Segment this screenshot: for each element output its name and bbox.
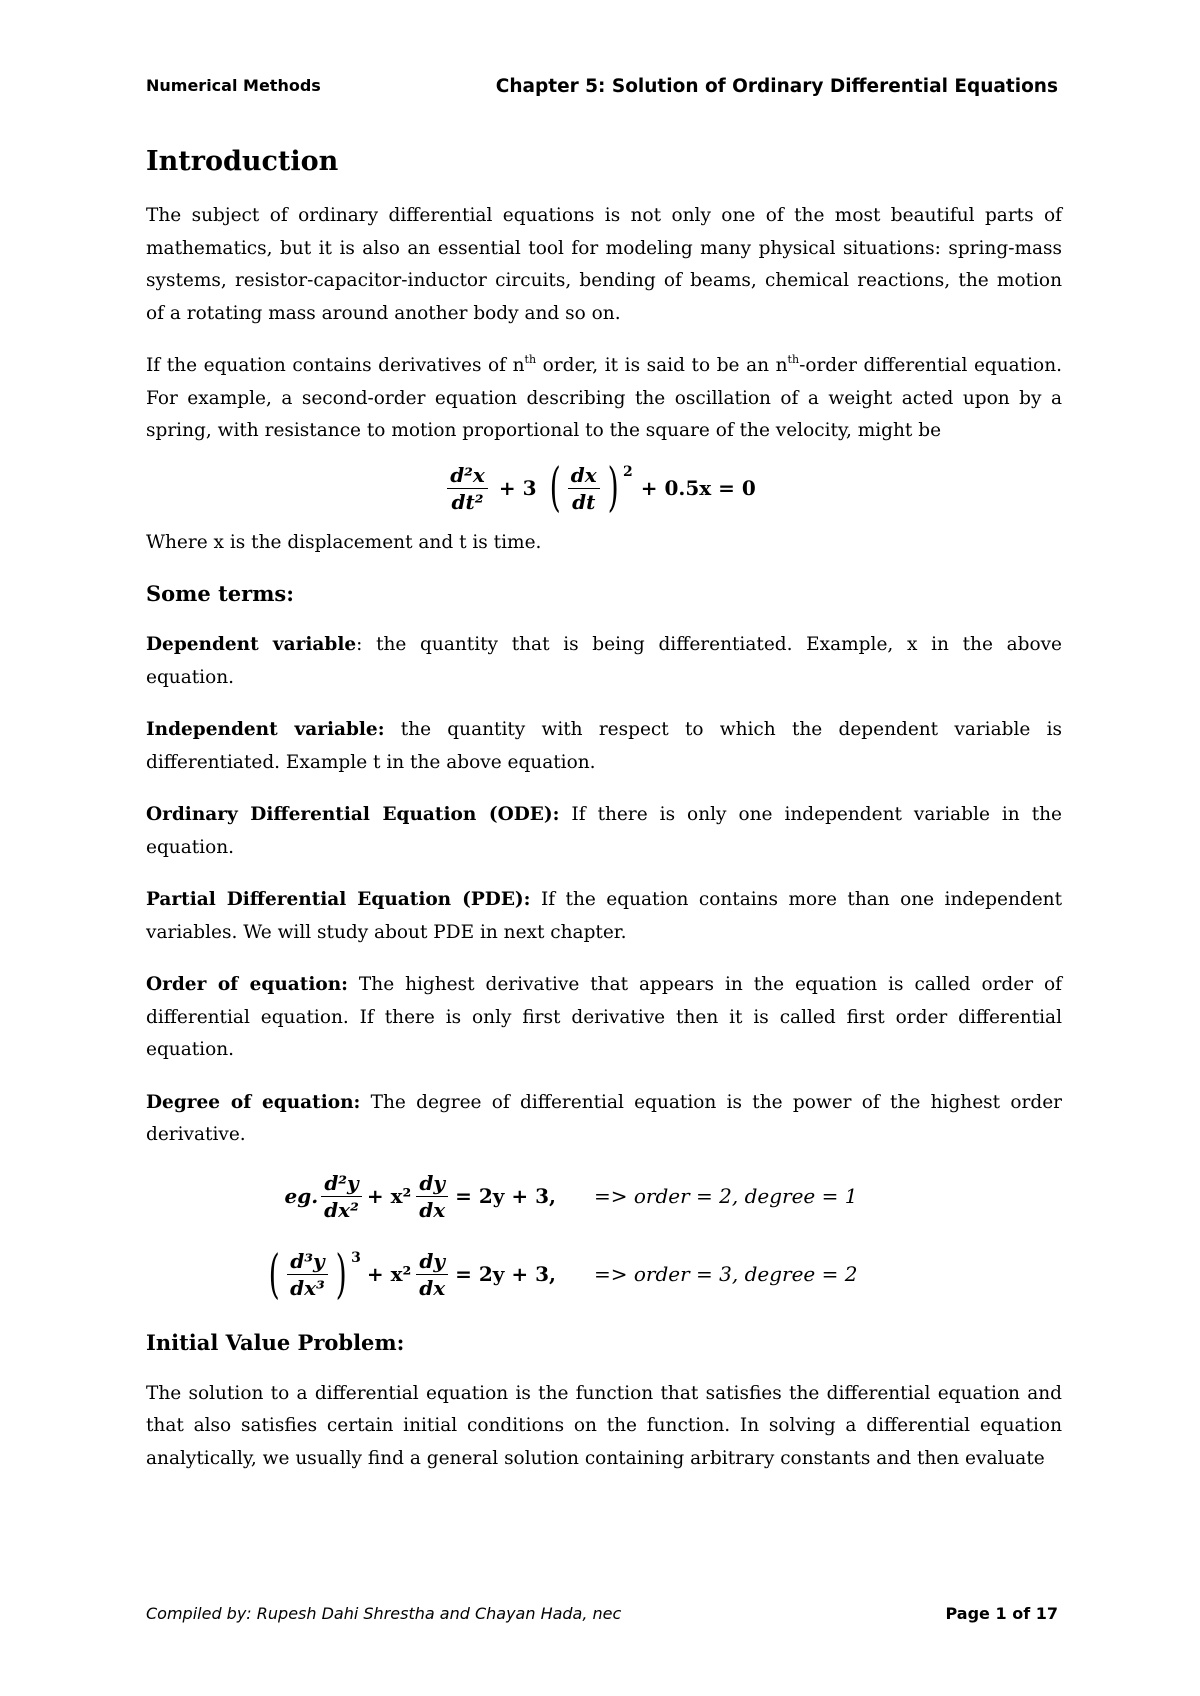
intro-paragraph-2: If the equation contains derivatives of $n^{th}$ order, it is said to be an $n^{th}$-order differential equation. For example, a second-order equation describing the oscillation of a weight acted upon by a spring, with resistance to motion proportional to the square of the velocity, might be — [146, 353, 1062, 441]
term-order: Order of equation: The highest derivative that appears in the equation is called order of differential equation. If there is only first derivative then it is called first order differential equation. — [146, 974, 1062, 1060]
section-heading-initial-value-problem: Initial Value Problem: — [146, 1329, 405, 1355]
intro-paragraph-3: Where x is the displacement and t is time. — [146, 531, 542, 553]
example-row-1: eg. $\frac{\text{d²y}}{\text{dx²}}$ + x² $\frac{dy}{dx}$ = 2y + 3, => order = 2, degree = 1 — [284, 1171, 858, 1222]
section-heading-some-terms: Some terms: — [146, 581, 294, 606]
order-degree-examples — [146, 1158, 1062, 1314]
term-independent-variable: Independent variable: the quantity with respect to which the dependent variable is differentiated. Example t in the above equation. — [146, 719, 1062, 773]
document-body — [146, 144, 1062, 1495]
left-paren: ( — [549, 458, 561, 518]
term-pde: Partial Differential Equation (PDE): If the equation contains more than one independent variables. We will study about PDE in next chapter. — [146, 889, 1063, 943]
section-heading-introduction: Introduction — [146, 146, 339, 177]
footer-page-number: Page 1 of 17 — [945, 1604, 1058, 1623]
term-degree: Degree of equation: The degree of differential equation is the power of the highest order derivative. — [146, 1091, 1062, 1145]
fraction-d2x-dt2: $\frac{\text{d²x}}{\text{dt²}}$ — [447, 462, 488, 515]
intro-paragraph-1: The subject of ordinary differential equations is not only one of the most beautiful parts of mathematics, but it is also an essential tool for modeling many physical situations: spring-mass systems, resistor-capacitor-inductor circuits, bending of beams, chemical reactions, the motion of a rotating mass around another body and so on. — [146, 205, 1062, 324]
header-course-title: Numerical Methods — [146, 76, 321, 95]
example-row-2: ( $\frac{\text{d³y}}{\text{dx³}}$ ) 3 + x² $\frac{dy}{dx}$ = 2y + 3, => order = 3, degree = 2 — [268, 1244, 858, 1305]
term-ode: Ordinary Differential Equation (ODE): If there is only one independent variable in the equation. — [146, 804, 1062, 858]
header-chapter-title: Chapter 5: Solution of Ordinary Differential Equations — [495, 76, 1058, 97]
fraction-dx-dt: $\frac{dx}{dt}$ — [568, 462, 600, 515]
right-paren: ) — [607, 458, 619, 518]
oscillation-equation: $\frac{\text{d²x}}{\text{dt²}}$ + 3 ( $\frac{dx}{dt}$ ) 2 + 0.5x = 0 — [146, 462, 1062, 515]
term-dependent-variable: Dependent variable: the quantity that is being differentiated. Example, x in the above equation. — [146, 634, 1062, 688]
footer-compiled-by: Compiled by: Rupesh Dahi Shrestha and Chayan Hada, nec — [146, 1604, 622, 1623]
ivp-paragraph-1: The solution to a differential equation is the function that satisfies the differential equation and that also satisfies certain initial conditions on the function. In solving a differential equation analytically, we usually find a general solution containing arbitrary constants and then evaluate — [146, 1382, 1062, 1469]
